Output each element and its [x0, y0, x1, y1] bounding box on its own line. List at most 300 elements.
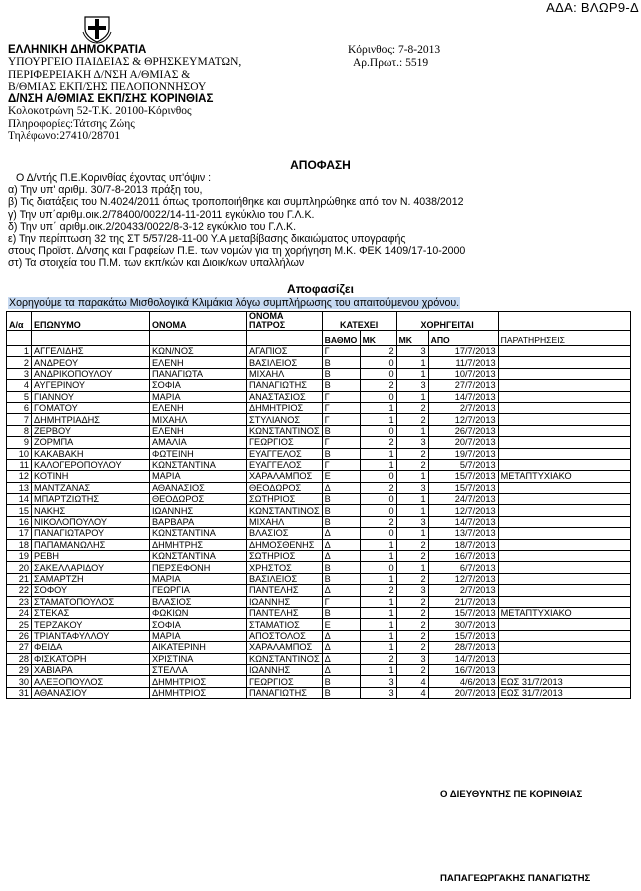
mk-granted-cell: 2 [396, 551, 428, 562]
father-cell: ΔΗΜΗΤΡΙΟΣ [247, 402, 323, 413]
consideration-item: β) Τις διατάξεις του Ν.4024/2011 όπως τροποποιήθηκε και συμπληρώθηκε από τον Ν. 4038/2012 [8, 196, 464, 209]
grade-cell: Β [322, 607, 360, 618]
date-cell: 6/7/2013 [428, 562, 498, 573]
table-row [7, 573, 631, 584]
header-line: ΠΕΡΙΦΕΡΕΙΑΚΗ Δ/ΝΣΗ Α/ΘΜΙΑΣ & [8, 68, 191, 81]
name-cell: ΔΗΜΗΤΡΙΟΣ [150, 676, 247, 687]
mk-granted-cell: 1 [396, 425, 428, 436]
notes-cell [498, 425, 630, 436]
table-row [7, 402, 631, 413]
consideration-item: α) Την υπ' αριθμ. 30/7-8-2013 πράξη του, [8, 184, 203, 197]
father-cell: ΕΥΑΓΓΕΛΟΣ [247, 448, 323, 459]
father-cell: ΠΑΝΑΓΙΩΤΗΣ [247, 687, 323, 698]
date-cell: 14/7/2013 [428, 653, 498, 664]
father-cell: ΘΕΟΔΩΡΟΣ [247, 482, 323, 493]
mk-granted-cell: 1 [396, 494, 428, 505]
name-cell: ΑΙΚΑΤΕΡΙΝΗ [150, 642, 247, 653]
date-cell: 2/7/2013 [428, 402, 498, 413]
notes-cell [498, 391, 630, 402]
row-number: 21 [7, 573, 32, 584]
name-cell: ΕΛΕΝΗ [150, 402, 247, 413]
grade-cell: Γ [322, 596, 360, 607]
consideration-item: γ) Την υπ΄αριθμ.οικ.2/78400/0022/14-11-2011 εγκύκλιο του Γ.Λ.Κ. [8, 208, 315, 221]
grade-cell: Β [322, 676, 360, 687]
document-title: ΑΠΟΦΑΣΗ [290, 158, 351, 172]
row-number: 14 [7, 494, 32, 505]
surname-cell: ΖΟΡΜΠΑ [32, 437, 150, 448]
mk-held-cell: 0 [360, 494, 396, 505]
surname-cell: ΣΤΕΚΑΣ [32, 607, 150, 618]
mk-held-cell: 0 [360, 471, 396, 482]
surname-cell: ΑΝΔΡΙΚΟΠΟΥΛΟΥ [32, 368, 150, 379]
mk-held-cell: 1 [360, 607, 396, 618]
row-number: 30 [7, 676, 32, 687]
grade-cell: Δ [322, 653, 360, 664]
name-cell: ΚΩΝΣΤΑΝΤΙΝΑ [150, 551, 247, 562]
col-notes: ΠΑΡΑΤΗΡΗΣΕΙΣ [498, 331, 630, 346]
name-cell: ΦΩΤΕΙΝΗ [150, 448, 247, 459]
table-row [7, 642, 631, 653]
col-blank [498, 312, 630, 331]
mk-held-cell: 2 [360, 380, 396, 391]
mk-granted-cell: 4 [396, 687, 428, 698]
father-cell: ΧΡΗΣΤΟΣ [247, 562, 323, 573]
col-from: ΑΠΟ [428, 331, 498, 346]
consideration-item: δ) Την υπ΄ αριθμ.οικ.2/20433/0022/8-3-12 εγκύκλιο του Γ.Λ.Κ. [8, 220, 297, 233]
father-cell: ΚΩΝΣΤΑΝΤΙΝΟΣ [247, 653, 323, 664]
row-number: 31 [7, 687, 32, 698]
name-cell: ΚΩΝ/ΝΟΣ [150, 346, 247, 357]
father-cell: ΣΤΑΜΑΤΙΟΣ [247, 619, 323, 630]
mk-granted-cell: 1 [396, 528, 428, 539]
name-cell: ΒΑΡΒΑΡΑ [150, 516, 247, 527]
mk-granted-cell: 1 [396, 505, 428, 516]
date-cell: 14/7/2013 [428, 516, 498, 527]
name-cell: ΕΛΕΝΗ [150, 425, 247, 436]
mk-granted-cell: 3 [396, 653, 428, 664]
grade-cell: Ε [322, 619, 360, 630]
date-cell: 17/7/2013 [428, 346, 498, 357]
surname-cell: ΑΥΓΕΡΙΝΟΥ [32, 380, 150, 391]
date-cell: 16/7/2013 [428, 664, 498, 675]
table-row [7, 482, 631, 493]
notes-cell [498, 482, 630, 493]
table-row [7, 619, 631, 630]
col-name: ΟΝΟΜΑ [150, 312, 247, 331]
mk-held-cell: 0 [360, 368, 396, 379]
mk-held-cell: 1 [360, 619, 396, 630]
name-cell: ΙΩΑΝΝΗΣ [150, 505, 247, 516]
table-row [7, 516, 631, 527]
notes-cell [498, 630, 630, 641]
date-cell: 12/7/2013 [428, 414, 498, 425]
surname-cell: ΠΑΠΑΜΑΝΩΛΗΣ [32, 539, 150, 550]
table-row [7, 607, 631, 618]
table-row [7, 346, 631, 357]
mk-held-cell: 3 [360, 687, 396, 698]
notes-cell [498, 642, 630, 653]
father-cell: ΠΑΝΤΕΛΗΣ [247, 607, 323, 618]
grade-cell: Γ [322, 391, 360, 402]
surname-cell: ΑΓΓΕΛΙΔΗΣ [32, 346, 150, 357]
date-cell: 2/7/2013 [428, 585, 498, 596]
notes-cell [498, 459, 630, 470]
father-cell: ΓΕΩΡΓΙΟΣ [247, 676, 323, 687]
grade-cell: Β [322, 425, 360, 436]
mk-granted-cell: 1 [396, 562, 428, 573]
row-number: 6 [7, 402, 32, 413]
consideration-item: στ) Τα στοιχεία του Π.Μ. των εκπ/κών και Διοικ/κων υπαλλήλων [8, 257, 305, 270]
table-row [7, 676, 631, 687]
father-cell: ΙΩΑΝΝΗΣ [247, 664, 323, 675]
name-cell: ΧΡΙΣΤΙΝΑ [150, 653, 247, 664]
mk-granted-cell: 3 [396, 346, 428, 357]
name-cell: ΣΟΦΙΑ [150, 619, 247, 630]
name-cell: ΑΘΑΝΑΣΙΟΣ [150, 482, 247, 493]
row-number: 13 [7, 482, 32, 493]
table-row [7, 425, 631, 436]
notes-cell: ΜΕΤΑΠΤΥΧΙΑΚΟ [498, 607, 630, 618]
mk-held-cell: 1 [360, 596, 396, 607]
row-number: 9 [7, 437, 32, 448]
notes-cell [498, 551, 630, 562]
mk-granted-cell: 1 [396, 471, 428, 482]
name-cell: ΓΕΩΡΓΙΑ [150, 585, 247, 596]
notes-cell [498, 357, 630, 368]
name-cell: ΦΩΚΙΩΝ [150, 607, 247, 618]
row-number: 4 [7, 380, 32, 391]
header-line: Τηλέφωνο:27410/28701 [8, 130, 121, 143]
mk-held-cell: 1 [360, 664, 396, 675]
mk-held-cell: 1 [360, 414, 396, 425]
mk-granted-cell: 3 [396, 437, 428, 448]
row-number: 10 [7, 448, 32, 459]
name-cell: ΔΗΜΗΤΡΗΣ [150, 539, 247, 550]
mk-held-cell: 1 [360, 402, 396, 413]
father-cell: ΣΩΤΗΡΙΟΣ [247, 551, 323, 562]
grade-cell: Γ [322, 346, 360, 357]
notes-cell [498, 380, 630, 391]
col-surname: ΕΠΩΝΥΜΟ [32, 312, 150, 331]
surname-cell: ΚΑΚΑΒΑΚΗ [32, 448, 150, 459]
mk-granted-cell: 1 [396, 391, 428, 402]
notes-cell [498, 664, 630, 675]
name-cell: ΣΟΦΙΑ [150, 380, 247, 391]
row-number: 16 [7, 516, 32, 527]
table-row [7, 630, 631, 641]
grade-cell: Β [322, 562, 360, 573]
notes-cell [498, 585, 630, 596]
mk-granted-cell: 2 [396, 619, 428, 630]
father-cell: ΚΩΝΣΤΑΝΤΙΝΟΣ [247, 505, 323, 516]
date-cell: 28/7/2013 [428, 642, 498, 653]
date-cell: 14/7/2013 [428, 391, 498, 402]
mk-held-cell: 0 [360, 391, 396, 402]
grade-cell: Β [322, 357, 360, 368]
mk-held-cell: 2 [360, 585, 396, 596]
mk-held-cell: 1 [360, 642, 396, 653]
notes-cell [498, 437, 630, 448]
table-row [7, 459, 631, 470]
notes-cell [498, 619, 630, 630]
date-cell: 4/6/2013 [428, 676, 498, 687]
grade-cell: Β [322, 448, 360, 459]
mk-held-cell: 1 [360, 539, 396, 550]
grade-cell: Δ [322, 551, 360, 562]
mk-held-cell: 2 [360, 437, 396, 448]
date-cell: 15/7/2013 [428, 471, 498, 482]
mk-held-cell: 2 [360, 516, 396, 527]
decision-heading: Αποφασίζει [287, 282, 354, 296]
table-row [7, 471, 631, 482]
surname-cell: ΣΤΑΜΑΤΟΠΟΥΛΟΣ [32, 596, 150, 607]
notes-cell: ΕΩΣ 31/7/2013 [498, 676, 630, 687]
name-cell: ΠΑΝΑΓΙΩΤΑ [150, 368, 247, 379]
row-number: 19 [7, 551, 32, 562]
date-cell: 26/7/2013 [428, 425, 498, 436]
date-protocol [348, 44, 440, 70]
row-number: 18 [7, 539, 32, 550]
date-cell: 21/7/2013 [428, 596, 498, 607]
mk-held-cell: 1 [360, 573, 396, 584]
name-cell: ΜΑΡΙΑ [150, 391, 247, 402]
date-cell: 5/7/2013 [428, 459, 498, 470]
grade-cell: Δ [322, 585, 360, 596]
table-row [7, 494, 631, 505]
surname-cell: ΓΙΑΝΝΟΥ [32, 391, 150, 402]
name-cell: ΠΕΡΣΕΦΟΝΗ [150, 562, 247, 573]
row-number: 29 [7, 664, 32, 675]
father-cell: ΜΙΧΑΗΛ [247, 368, 323, 379]
row-number: 11 [7, 459, 32, 470]
row-number: 22 [7, 585, 32, 596]
surname-cell: ΜΑΝΤΖΑΝΑΣ [32, 482, 150, 493]
mk-held-cell: 0 [360, 357, 396, 368]
table-row [7, 653, 631, 664]
row-number: 7 [7, 414, 32, 425]
name-cell: ΕΛΕΝΗ [150, 357, 247, 368]
row-number: 17 [7, 528, 32, 539]
table-row [7, 528, 631, 539]
ada-code: ΑΔΑ: ΒΛΩΡ9-Δ [546, 0, 639, 15]
date-cell: 12/7/2013 [428, 505, 498, 516]
grade-cell: Ε [322, 471, 360, 482]
grade-cell: Β [322, 505, 360, 516]
signatory-role: Ο ΔΙΕΥΘΥΝΤΗΣ ΠΕ ΚΟΡΙΝΘΙΑΣ [440, 789, 583, 800]
grade-cell: Δ [322, 539, 360, 550]
surname-cell: ΓΟΜΑΤΟΥ [32, 402, 150, 413]
table-row [7, 414, 631, 425]
grade-cell: Β [322, 516, 360, 527]
table-row [7, 448, 631, 459]
father-cell: ΠΑΝΑΓΙΩΤΗΣ [247, 380, 323, 391]
date-cell: 27/7/2013 [428, 380, 498, 391]
mk-granted-cell: 2 [396, 607, 428, 618]
father-cell: ΚΩΝΣΤΑΝΤΙΝΟΣ [247, 425, 323, 436]
mk-granted-cell: 2 [396, 539, 428, 550]
name-cell: ΜΑΡΙΑ [150, 471, 247, 482]
father-cell: ΒΑΣΙΛΕΙΟΣ [247, 357, 323, 368]
mk-granted-cell: 3 [396, 380, 428, 391]
father-cell: ΑΠΟΣΤΟΛΟΣ [247, 630, 323, 641]
intro-line: Ο Δ/ντής Π.Ε.Κορινθίας έχοντας υπ'όψιν : [16, 172, 212, 184]
table-row [7, 551, 631, 562]
grade-cell: Δ [322, 664, 360, 675]
mk-granted-cell: 2 [396, 573, 428, 584]
surname-cell: ΝΑΚΗΣ [32, 505, 150, 516]
col-mk-granted: ΜΚ [396, 331, 428, 346]
table-row [7, 437, 631, 448]
date-cell: 24/7/2013 [428, 494, 498, 505]
notes-cell: ΕΩΣ 31/7/2013 [498, 687, 630, 698]
mk-held-cell: 1 [360, 448, 396, 459]
surname-cell: ΖΕΡΒΟΥ [32, 425, 150, 436]
grade-cell: Β [322, 687, 360, 698]
table-subheader-row [7, 331, 631, 346]
mk-granted-cell: 2 [396, 596, 428, 607]
mk-held-cell: 1 [360, 551, 396, 562]
date-cell: 20/7/2013 [428, 687, 498, 698]
notes-cell [498, 596, 630, 607]
grade-cell: Β [322, 494, 360, 505]
father-cell: ΙΩΑΝΝΗΣ [247, 596, 323, 607]
table-row [7, 585, 631, 596]
date-cell: 18/7/2013 [428, 539, 498, 550]
row-number: 3 [7, 368, 32, 379]
surname-cell: ΤΕΡΖΑΚΟΥ [32, 619, 150, 630]
mk-granted-cell: 2 [396, 414, 428, 425]
name-cell: ΣΤΕΛΛΑ [150, 664, 247, 675]
header-line: ΥΠΟΥΡΓΕΙΟ ΠΑΙΔΕΙΑΣ & ΘΡΗΣΚΕΥΜΑΤΩΝ, [8, 56, 242, 69]
mk-granted-cell: 1 [396, 368, 428, 379]
table-row [7, 391, 631, 402]
grade-cell: Β [322, 573, 360, 584]
father-cell: ΧΑΡΑΛΑΜΠΟΣ [247, 642, 323, 653]
surname-cell: ΚΟΤΙΝΗ [32, 471, 150, 482]
row-number: 5 [7, 391, 32, 402]
mk-held-cell: 2 [360, 346, 396, 357]
father-cell: ΔΗΜΟΣΘΕΝΗΣ [247, 539, 323, 550]
name-cell: ΜΑΡΙΑ [150, 630, 247, 641]
surname-cell: ΠΑΝΑΓΙΩΤΑΡΟΥ [32, 528, 150, 539]
mk-held-cell: 2 [360, 653, 396, 664]
consideration-item: ε) Την περίπτωση 32 της ΣΤ 5/57/28-11-00 Υ.Α μεταβίβασης δικαιώματος υπογραφής [8, 233, 406, 246]
header-line: Β/ΘΜΙΑΣ ΕΚΠ/ΣΗΣ ΠΕΛΟΠΟΝΝΗΣΟΥ [8, 80, 207, 93]
row-number: 12 [7, 471, 32, 482]
notes-cell [498, 346, 630, 357]
col-grants: ΧΟΡΗΓΕΙΤΑΙ [396, 312, 498, 331]
notes-cell [498, 516, 630, 527]
row-number: 23 [7, 596, 32, 607]
surname-cell: ΣΟΦΟΥ [32, 585, 150, 596]
surname-cell: ΡΕΒΗ [32, 551, 150, 562]
salary-grade-table [6, 311, 631, 699]
row-number: 28 [7, 653, 32, 664]
notes-cell [498, 448, 630, 459]
notes-cell [498, 562, 630, 573]
surname-cell: ΑΛΕΞΟΠΟΥΛΟΣ [32, 676, 150, 687]
date-cell: 19/7/2013 [428, 448, 498, 459]
row-number: 25 [7, 619, 32, 630]
mk-granted-cell: 2 [396, 402, 428, 413]
father-cell: ΒΛΑΣΙΟΣ [247, 528, 323, 539]
consideration-item: στους Προϊστ. Δ/νσης και Γραφείων Π.Ε. των νομών για τη χορήγηση Μ.Κ. ΦΕΚ 1409/17-10-2000 [8, 245, 466, 258]
decision-text: Χορηγούμε τα παρακάτω Μισθολογικά Κλιμάκια λόγω συμπλήρωσης του απαιτούμενου χρόνου. [9, 297, 460, 309]
date-cell: 11/7/2013 [428, 357, 498, 368]
mk-granted-cell: 2 [396, 642, 428, 653]
date-cell: 10/7/2013 [428, 368, 498, 379]
signatory-name: ΠΑΠΑΓΕΩΡΓΑΚΗΣ ΠΑΝΑΓΙΩΤΗΣ [440, 873, 591, 884]
surname-cell: ΚΑΛΟΓΕΡΟΠΟΥΛΟΥ [32, 459, 150, 470]
col-aa: Α/α [7, 312, 32, 331]
mk-held-cell: 0 [360, 562, 396, 573]
date-cell: 15/7/2013 [428, 630, 498, 641]
surname-cell: ΦΕΙΔΑ [32, 642, 150, 653]
mk-granted-cell: 2 [396, 459, 428, 470]
father-cell: ΑΓΑΠΙΟΣ [247, 346, 323, 357]
notes-cell [498, 368, 630, 379]
col-father: ΟΝΟΜΑ ΠΑΤΡΟΣ [247, 312, 323, 331]
father-cell: ΕΥΑΓΓΕΛΟΣ [247, 459, 323, 470]
mk-granted-cell: 2 [396, 448, 428, 459]
grade-cell: Γ [322, 414, 360, 425]
table-header-row [7, 312, 631, 331]
name-cell: ΜΑΡΙΑ [150, 573, 247, 584]
notes-cell [498, 528, 630, 539]
name-cell: ΘΕΟΔΩΡΟΣ [150, 494, 247, 505]
row-number: 8 [7, 425, 32, 436]
table-row [7, 687, 631, 698]
surname-cell: ΣΑΚΕΛΛΑΡΙΔΟΥ [32, 562, 150, 573]
date-cell: 15/7/2013 [428, 607, 498, 618]
notes-cell [498, 653, 630, 664]
date-cell: 12/7/2013 [428, 573, 498, 584]
table-row [7, 539, 631, 550]
notes-cell: ΜΕΤΑΠΤΥΧΙΑΚΟ [498, 471, 630, 482]
surname-cell: ΤΡΙΑΝΤΑΦΥΛΛΟΥ [32, 630, 150, 641]
mk-held-cell: 0 [360, 425, 396, 436]
mk-granted-cell: 1 [396, 357, 428, 368]
col-mk-held: ΜΚ [360, 331, 396, 346]
table-row [7, 596, 631, 607]
name-cell: ΚΩΝΣΤΑΝΤΙΝΑ [150, 459, 247, 470]
row-number: 2 [7, 357, 32, 368]
table-row [7, 562, 631, 573]
row-number: 27 [7, 642, 32, 653]
mk-granted-cell: 4 [396, 676, 428, 687]
header-line: Κολοκοτρώνη 52-Τ.Κ. 20100-Κόρινθος [8, 105, 192, 118]
surname-cell: ΔΗΜΗΤΡΙΑΔΗΣ [32, 414, 150, 425]
mk-granted-cell: 3 [396, 516, 428, 527]
notes-cell [498, 414, 630, 425]
father-cell: ΣΩΤΗΡΙΟΣ [247, 494, 323, 505]
notes-cell [498, 573, 630, 584]
father-cell: ΑΝΑΣΤΑΣΙΟΣ [247, 391, 323, 402]
surname-cell: ΦΙΣΚΑΤΟΡΗ [32, 653, 150, 664]
surname-cell: ΑΝΔΡΕΟΥ [32, 357, 150, 368]
mk-granted-cell: 3 [396, 482, 428, 493]
surname-cell: ΧΑΒΙΑΡΑ [32, 664, 150, 675]
protocol-number: Αρ.Πρωτ.: 5519 [353, 57, 429, 69]
date-cell: 20/7/2013 [428, 437, 498, 448]
grade-cell: Β [322, 380, 360, 391]
notes-cell [498, 505, 630, 516]
grade-cell: Β [322, 368, 360, 379]
father-cell: ΣΤΥΛΙΑΝΟΣ [247, 414, 323, 425]
table-row [7, 368, 631, 379]
surname-cell: ΣΑΜΑΡΤΖΗ [32, 573, 150, 584]
date-cell: 13/7/2013 [428, 528, 498, 539]
